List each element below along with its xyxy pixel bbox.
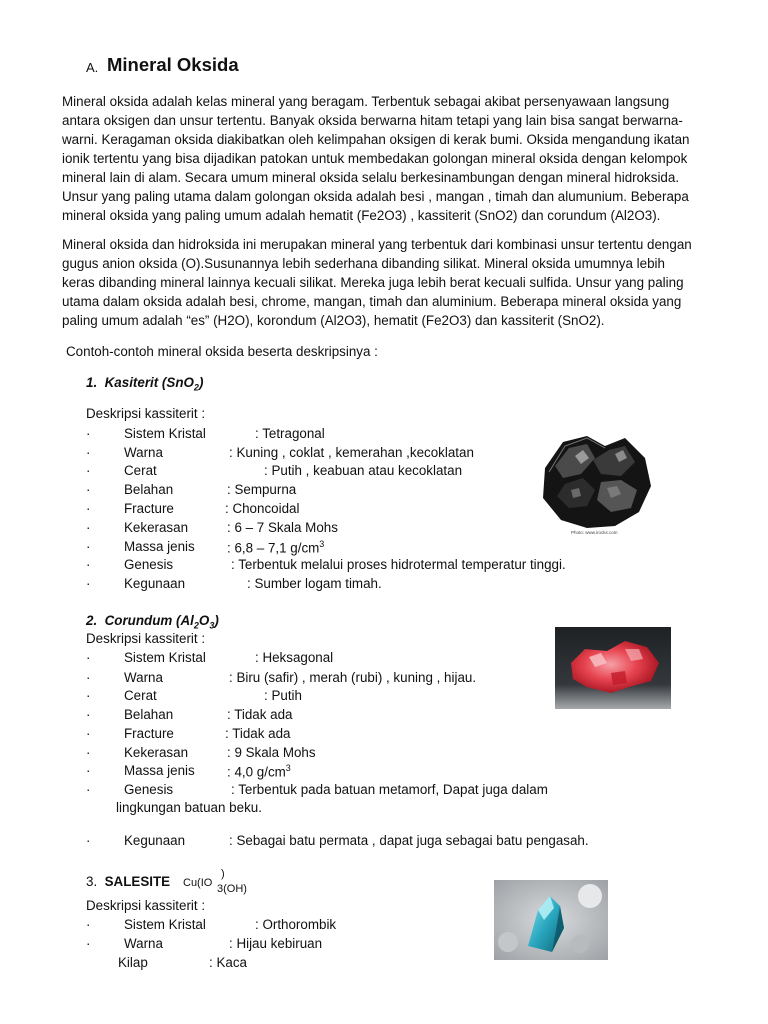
heading-number: 1. xyxy=(86,375,98,390)
kasiterit-desc-title: Deskripsi kassiterit : xyxy=(86,406,206,421)
paragraph-line: antara oksigen dan unsur tertentu. Banyak oksida berwarna hitam tetapi yang lain bisa sangat berwarna- xyxy=(62,113,683,128)
row-value: : Kuning , coklat , kemerahan ,kecoklatan xyxy=(229,445,474,460)
row-value: : Sumber logam timah. xyxy=(247,576,382,591)
paragraph-line: Mineral oksida adalah kelas mineral yang beragam. Terbentuk sebagai akibat persenyawaan langsung xyxy=(62,94,670,109)
heading-name: Corundum (Al xyxy=(104,613,194,628)
paragraph-line: mineral oksida yang paling umum adalah hematit (Fe2O3) , kassiterit (SnO2) dan corundum (Al2O3). xyxy=(62,208,661,223)
corundum-desc-title: Deskripsi kassiterit : xyxy=(86,631,206,646)
row-value: : Biru (safir) , merah (rubi) , kuning , hijau. xyxy=(229,670,477,685)
row-label: Kegunaan xyxy=(124,576,186,591)
row-value xyxy=(227,539,324,555)
heading-number: 2. xyxy=(86,613,98,628)
bullet: · xyxy=(86,650,91,665)
row-label: Kekerasan xyxy=(124,745,189,760)
row-value: : Sebagai batu permata , dapat juga sebagai batu pengasah. xyxy=(229,833,589,848)
photo-credit: Photo: www.irocks.com xyxy=(571,530,618,535)
row-label: Cerat xyxy=(124,688,157,703)
row-label: Warna xyxy=(124,670,163,685)
row-label: Warna xyxy=(124,936,163,951)
bullet: · xyxy=(86,520,91,535)
corundum-photo xyxy=(555,627,671,709)
paragraph-line: keras dibanding mineral lainnya kecuali silikat. Mereka juga lebih berat kecuali sulfida. Unsur yang paling xyxy=(62,275,684,290)
heading-close: ) xyxy=(198,375,204,390)
bullet: · xyxy=(86,557,91,572)
superscript: 3 xyxy=(319,539,325,549)
paragraph-line: Unsur yang paling utama dalam golongan oksida adalah besi , mangan , timah dan alumunium. Beberapa xyxy=(62,189,689,204)
salesite-crystal-image xyxy=(494,880,608,960)
salesite-kilap-value: : Kaca xyxy=(209,955,247,970)
row-label: Genesis xyxy=(124,557,174,572)
row-label: Sistem Kristal xyxy=(124,426,206,441)
superscript: 3 xyxy=(285,763,291,773)
bullet: · xyxy=(86,782,91,797)
kasiterit-photo xyxy=(535,428,657,540)
heading-close: ) xyxy=(214,613,219,628)
row-label: Sistem Kristal xyxy=(124,650,206,665)
row-value: : Choncoidal xyxy=(225,501,300,516)
row-label: Cerat xyxy=(124,463,157,478)
bullet: · xyxy=(86,688,91,703)
row-value xyxy=(227,763,291,779)
bullet: · xyxy=(86,745,91,760)
row-value: : Tetragonal xyxy=(255,426,325,441)
paragraph-line: mineral lain di alam. Secara umum mineral oksida selalu berkesinambungan dengan mineral hidroksida. xyxy=(62,170,680,185)
row-label: Sistem Kristal xyxy=(124,917,206,932)
row-label: Belahan xyxy=(124,482,174,497)
row-value-text: : 6,8 – 7,1 g/cm xyxy=(227,540,320,556)
heading-subscript: 3 xyxy=(209,620,215,631)
row-label: Kegunaan xyxy=(124,833,186,848)
row-value: : Orthorombik xyxy=(255,917,337,932)
row-label: Fracture xyxy=(124,501,174,516)
bullet: · xyxy=(86,463,91,478)
page-title: Mineral Oksida xyxy=(107,54,239,75)
row-label: Genesis xyxy=(124,782,174,797)
paragraph-1 xyxy=(62,92,722,225)
row-value-text: : 4,0 g/cm xyxy=(227,764,286,780)
salesite-formula-sub: 3(OH) xyxy=(217,883,247,895)
salesite-formula-paren: ) xyxy=(221,868,225,880)
salesite-desc-title: Deskripsi kassiterit : xyxy=(86,898,206,913)
paragraph-2 xyxy=(62,235,722,330)
intro-text: Contoh-contoh mineral oksida beserta deskripsinya : xyxy=(66,344,378,359)
salesite-photo xyxy=(494,880,608,960)
heading-name: Kasiterit (SnO xyxy=(104,375,194,390)
kasiterit-crystal-image xyxy=(535,428,657,540)
salesite-heading xyxy=(86,874,170,889)
heading-name: SALESITE xyxy=(104,874,171,889)
bullet: · xyxy=(86,936,91,951)
heading-subscript: 2 xyxy=(193,620,199,631)
heading-mid: O xyxy=(198,613,210,628)
corundum-crystal-image xyxy=(555,627,671,709)
corundum-heading xyxy=(86,613,219,631)
row-value: : Terbentuk pada batuan metamorf, Dapat juga dalam xyxy=(231,782,548,797)
row-label: Fracture xyxy=(124,726,174,741)
row-label: Kekerasan xyxy=(124,520,189,535)
paragraph-line: Mineral oksida dan hidroksida ini merupakan mineral yang terbentuk dari kombinasi unsur tertentu dengan xyxy=(62,237,692,252)
row-value: : 6 – 7 Skala Mohs xyxy=(227,520,338,535)
section-letter: A. xyxy=(86,60,99,75)
row-label: Massa jenis xyxy=(124,539,195,554)
bullet: · xyxy=(86,426,91,441)
row-value: : Tidak ada xyxy=(225,726,291,741)
row-label: Belahan xyxy=(124,707,174,722)
row-value: : Heksagonal xyxy=(255,650,334,665)
row-value: : Putih xyxy=(264,688,302,703)
paragraph-line: paling umum adalah “es” (H2O), korondum (Al2O3), hematit (Fe2O3) dan kassiterit (SnO2). xyxy=(62,313,605,328)
heading-number: 3. xyxy=(86,874,98,889)
bullet: · xyxy=(86,670,91,685)
bullet: · xyxy=(86,445,91,460)
row-label: Massa jenis xyxy=(124,763,195,778)
salesite-formula: Cu(IO xyxy=(183,877,213,889)
bullet: · xyxy=(86,501,91,516)
row-value: : Putih , keabuan atau kecoklatan xyxy=(264,463,463,478)
bullet: · xyxy=(86,576,91,591)
paragraph-line: warni. Keragaman oksida diakibatkan oleh kelimpahan oksigen di kerak bumi. Oksida mengandung ikatan xyxy=(62,132,690,147)
heading-subscript: 2 xyxy=(193,382,199,393)
row-value: : Hijau kebiruan xyxy=(229,936,323,951)
bullet: · xyxy=(86,707,91,722)
bullet: · xyxy=(86,763,91,778)
row-value: : Tidak ada xyxy=(227,707,293,722)
paragraph-line: utama dalam oksida adalah besi, chrome, mangan, timah dan aluminium. Beberapa mineral oksida yang xyxy=(62,294,682,309)
bullet: · xyxy=(86,917,91,932)
kasiterit-heading xyxy=(86,375,203,393)
row-value: : Sempurna xyxy=(227,482,297,497)
bullet: · xyxy=(86,833,91,848)
bullet: · xyxy=(86,539,91,554)
salesite-kilap-label: Kilap xyxy=(118,955,148,970)
bullet: · xyxy=(86,482,91,497)
paragraph-line: ionik tertentu yang bisa dijadikan patokan untuk membedakan golongan mineral oksida dengan kelompok xyxy=(62,151,688,166)
genesis-continuation: lingkungan batuan beku. xyxy=(116,800,262,815)
row-label: Warna xyxy=(124,445,163,460)
row-value: : 9 Skala Mohs xyxy=(227,745,316,760)
paragraph-line: gugus anion oksida (O).Susunannya lebih sederhana dibanding silikat. Mineral oksida umumnya lebih xyxy=(62,256,665,271)
row-value: : Terbentuk melalui proses hidrotermal temperatur tinggi. xyxy=(231,557,566,572)
bullet: · xyxy=(86,726,91,741)
